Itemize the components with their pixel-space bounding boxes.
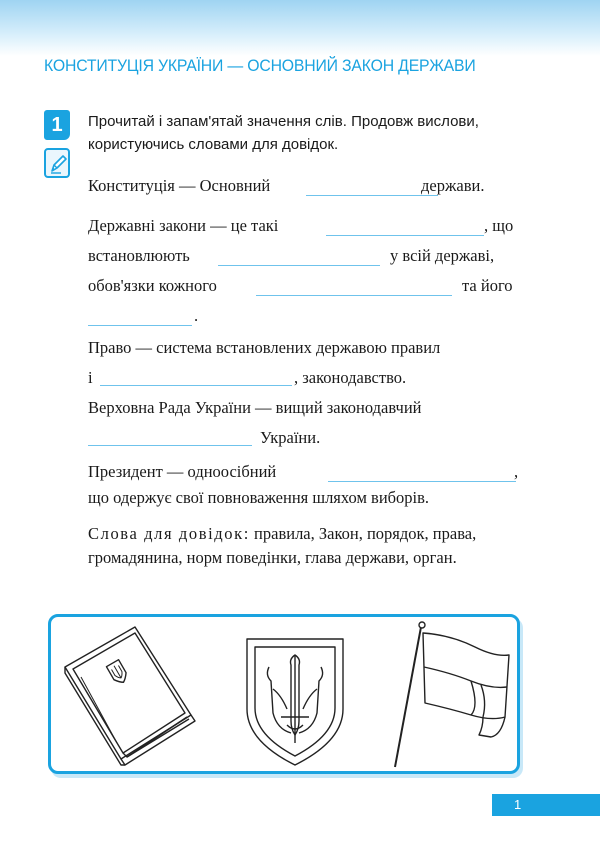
sentence-law-1: Право — система встановлених державою правил — [88, 338, 441, 357]
reference-words: Слова для довідок: правила, Закон, порядок, права, громадянина, норм поведінки, глава держави, орган. — [88, 524, 477, 567]
blank-field[interactable] — [100, 385, 292, 386]
pencil-icon — [44, 148, 70, 178]
page-number: 1 — [514, 797, 522, 812]
exercise-number: 1 — [44, 110, 70, 140]
blank-field[interactable] — [256, 295, 452, 296]
blank-field[interactable] — [88, 445, 252, 446]
blank-field[interactable] — [88, 325, 192, 326]
constitution-book-icon — [65, 627, 195, 765]
illustrations-frame — [48, 614, 520, 774]
sentence-president-1: Президент — одноосібний , — [88, 462, 519, 481]
coat-of-arms-icon — [247, 639, 343, 765]
sentence-law-2: і , законодавство. — [88, 368, 407, 387]
header-band — [0, 0, 600, 56]
flag-icon — [395, 622, 509, 767]
sentence-laws-3: обов'язки кожного та його — [88, 276, 513, 295]
sentence-laws-2: встановлюють у всій державі, — [88, 246, 495, 265]
exercise-instruction: Прочитай і запам'ятай значення слів. Продовж вислови, користуючись словами для довідок. — [88, 113, 479, 153]
sentence-president-2: що одержує свої повноваження шляхом виборів. — [88, 488, 430, 507]
blank-field[interactable] — [306, 195, 438, 196]
sentence-laws-1: Державні закони — це такі , що — [88, 216, 514, 235]
blank-field[interactable] — [328, 481, 516, 482]
page-title: КОНСТИТУЦІЯ УКРАЇНИ — ОСНОВНИЙ ЗАКОН ДЕРЖАВИ — [44, 56, 476, 75]
sentence-constitution: Конституція — Основний держави. — [88, 176, 485, 195]
sentence-rada-1: Верховна Рада України — вищий законодавчий — [88, 398, 422, 417]
blank-field[interactable] — [326, 235, 484, 236]
blank-field[interactable] — [218, 265, 380, 266]
page-number-tab — [492, 794, 600, 816]
